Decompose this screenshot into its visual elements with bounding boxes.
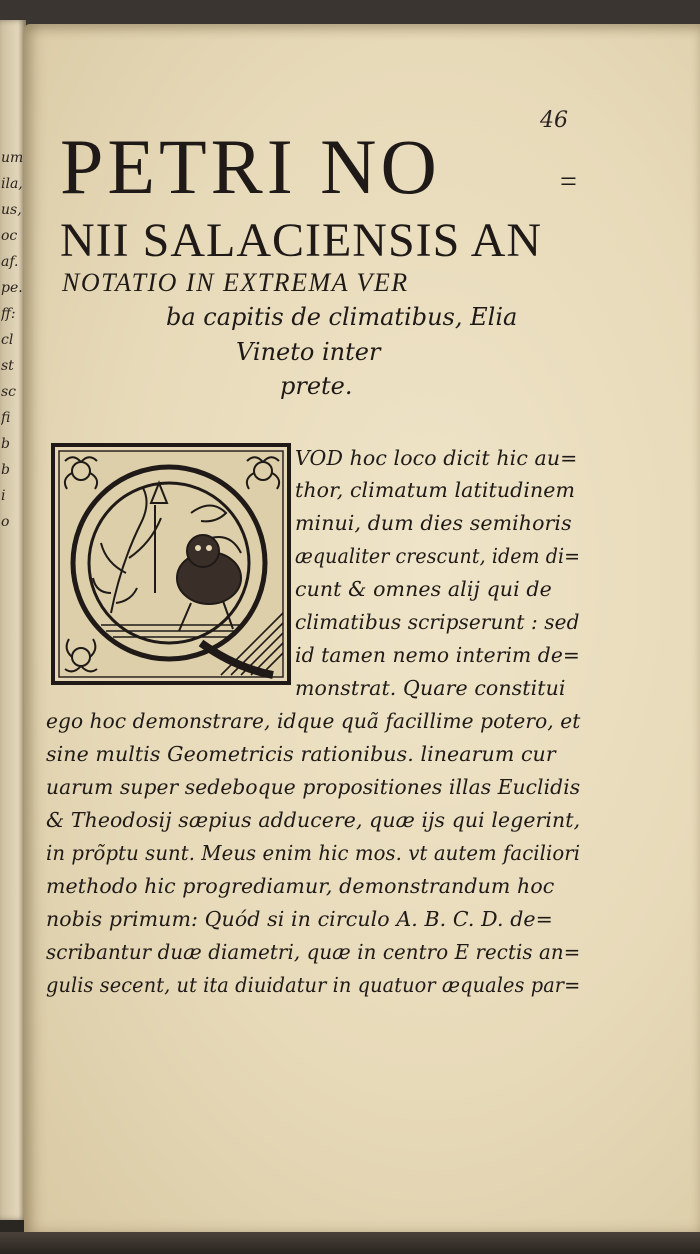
body-line: methodo hic progrediamur, demonstrandum hoc [46,874,555,898]
body-line: cunt & omnes alij qui de [295,577,552,601]
body-line: nobis primum: Quód si in circulo A. B. C. D. de= [46,907,553,931]
woodcut-initial-icon [51,443,291,685]
previous-page-text-fragment: pe. [1,280,23,296]
body-line: monstrat. Quare constitui [295,676,566,700]
decorated-initial [51,443,291,685]
previous-page-text-fragment: ila, [1,176,23,192]
previous-page-text-fragment: um [1,150,24,166]
body-line: id tamen nemo interim de= [295,643,580,667]
previous-page-text-fragment: af. [1,254,19,270]
body-line: in prõptu sunt. Meus enim hic mos. vt autem faciliori [46,841,581,865]
body-line: sine multis Geometricis rationibus. linearum cur [46,742,556,766]
title-hyphen: = [560,165,577,198]
title-line-5: Vineto inter [236,338,381,366]
previous-page-text-fragment: oc [1,228,18,244]
title-line-6: prete. [280,372,353,400]
previous-page-text-fragment: fi [1,410,11,426]
previous-page-text-fragment: sc [1,384,17,400]
body-line: uarum super sedeboque propositiones illas Euclidis [46,775,581,799]
previous-page-edge [0,20,26,1220]
title-line-2: NII SALACIENSIS AN [60,214,543,267]
body-line: VOD hoc loco dicit hic au= [295,446,578,470]
previous-page-text-fragment: i [1,488,6,504]
previous-page-text-fragment: b [1,462,10,478]
previous-page-text-fragment: o [1,514,10,530]
body-line: thor, climatum latitudinem [295,478,576,502]
previous-page-text-fragment: us, [1,202,22,218]
body-line: ego hoc demonstrare, idque quã facillime potero, et [46,709,581,733]
body-line: minui, dum dies semihoris [295,511,572,535]
body-line: æqualiter crescunt, idem di= [295,544,581,568]
previous-page-text-fragment: b [1,436,10,452]
title-line-4: ba capitis de climatibus, Elia [166,303,518,331]
body-line: gulis secent, ut ita diuidatur in quatuor æquales par= [46,973,581,997]
body-line: scribantur duæ diametri, quæ in centro E rectis an= [46,940,581,964]
body-line: & Theodosij sæpius adducere, quæ ijs qui legerint, [46,808,581,832]
book-bottom-edge [0,1232,700,1254]
previous-page-text-fragment: cl [1,332,14,348]
title-line-3: NOTATIO IN EXTREMA VER [62,268,409,297]
previous-page-text-fragment: ff: [1,306,16,322]
title-line-1: PETRI NO [60,123,441,210]
previous-page-text-fragment: st [1,358,14,374]
page-number: 46 [540,108,568,133]
body-line: climatibus scripserunt : sed [295,610,580,634]
